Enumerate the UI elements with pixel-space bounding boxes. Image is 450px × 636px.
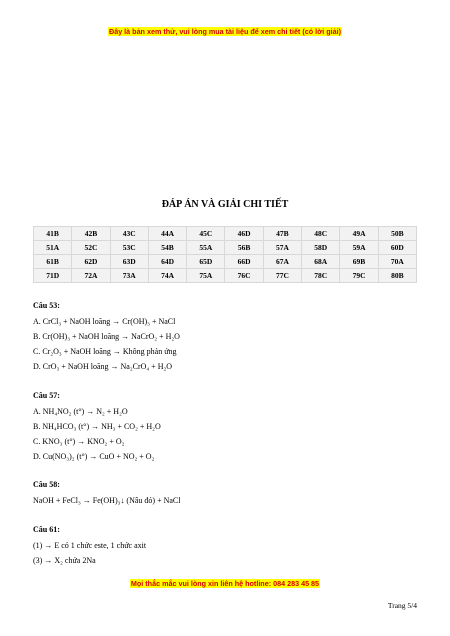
answer-cell: 51A — [34, 241, 72, 255]
answer-cell: 71D — [34, 269, 72, 283]
answer-cell: 43C — [110, 227, 148, 241]
answer-cell: 73A — [110, 269, 148, 283]
answer-row — [34, 227, 417, 241]
answer-cell: 77C — [263, 269, 301, 283]
answer-row — [34, 241, 417, 255]
solution-line: A. NH₄NO₂ (t°) → N₂ + H₂O — [33, 407, 128, 416]
answer-cell: 64D — [148, 255, 186, 269]
preview-notice-text: Đây là bản xem thử, vui lòng mua tài liệu để xem chi tiết (có lời giải) — [109, 27, 341, 36]
answer-cell: 72A — [72, 269, 110, 283]
solution-line: D. CrO₃ + NaOH loãng → Na₂CrO₄ + H₂O — [33, 362, 173, 371]
answer-cell: 57A — [263, 241, 301, 255]
answer-cell: 60D — [378, 241, 416, 255]
answer-cell: 67A — [263, 255, 301, 269]
solution-line: A. CrCl₃ + NaOH loãng → Cr(OH)₃ + NaCl — [33, 317, 176, 326]
solution-line: B. Cr(OH)₃ + NaOH loãng → NaCrO₂ + H₂O — [33, 332, 180, 341]
answer-cell: 56B — [225, 241, 263, 255]
answer-cell: 59A — [340, 241, 378, 255]
answer-cell: 68A — [302, 255, 340, 269]
hotline-text: Mọi thắc mắc vui lòng xin liên hệ hotline: 084 283 45 85 — [130, 579, 320, 588]
answer-cell: 62D — [72, 255, 110, 269]
answer-cell: 76C — [225, 269, 263, 283]
answer-cell: 55A — [187, 241, 225, 255]
solution-line: (1) → E có 1 chức este, 1 chức axit — [33, 541, 147, 550]
answer-cell: 75A — [187, 269, 225, 283]
answer-cell: 45C — [187, 227, 225, 241]
solution-line: D. Cu(NO₃)₂ (t°) → CuO + NO₂ + O₂ — [33, 452, 155, 461]
answer-cell: 42B — [72, 227, 110, 241]
solution-line: NaOH + FeCl₃ → Fe(OH)₃↓ (Nâu đỏ) + NaCl — [33, 496, 181, 505]
answer-cell: 47B — [263, 227, 301, 241]
solution-q58 — [33, 480, 423, 508]
answer-cell: 53C — [110, 241, 148, 255]
answer-cell: 63D — [110, 255, 148, 269]
question-heading: Câu 58: — [33, 480, 60, 489]
answer-cell: 49A — [340, 227, 378, 241]
answer-cell: 74A — [148, 269, 186, 283]
answer-key-table — [33, 226, 417, 283]
solution-line: C. KNO₃ (t°) → KNO₂ + O₂ — [33, 437, 125, 446]
answer-cell: 46D — [225, 227, 263, 241]
solution-line: (3) → X₂ chứa 2Na — [33, 556, 96, 565]
hotline-banner — [0, 579, 450, 588]
preview-notice-banner — [0, 27, 450, 36]
answer-cell: 70A — [378, 255, 416, 269]
question-heading: Câu 61: — [33, 525, 60, 534]
answer-row — [34, 269, 417, 283]
answer-cell: 44A — [148, 227, 186, 241]
page-number: Trang 5/4 — [387, 601, 417, 610]
answer-cell: 54B — [148, 241, 186, 255]
solution-line: B. NH₄HCO₃ (t°) → NH₃ + CO₂ + H₂O — [33, 422, 161, 431]
question-heading: Câu 53: — [33, 301, 60, 310]
page-title: ĐÁP ÁN VÀ GIẢI CHI TIẾT — [161, 199, 289, 210]
answer-row — [34, 255, 417, 269]
answer-cell: 78C — [302, 269, 340, 283]
solution-line: C. Cr₂O₃ + NaOH loãng → Không phản ứng — [33, 347, 177, 356]
answer-cell: 66D — [225, 255, 263, 269]
answer-cell: 79C — [340, 269, 378, 283]
answer-cell: 65D — [187, 255, 225, 269]
answer-cell: 41B — [34, 227, 72, 241]
answer-cell: 48C — [302, 227, 340, 241]
question-heading: Câu 57: — [33, 391, 60, 400]
solution-q61 — [33, 525, 423, 568]
answer-cell: 58D — [302, 241, 340, 255]
answer-cell: 50B — [378, 227, 416, 241]
solution-q57 — [33, 391, 423, 464]
solution-q53 — [33, 301, 423, 374]
answer-cell: 61B — [34, 255, 72, 269]
answer-cell: 52C — [72, 241, 110, 255]
answer-cell: 69B — [340, 255, 378, 269]
answer-cell: 80B — [378, 269, 416, 283]
